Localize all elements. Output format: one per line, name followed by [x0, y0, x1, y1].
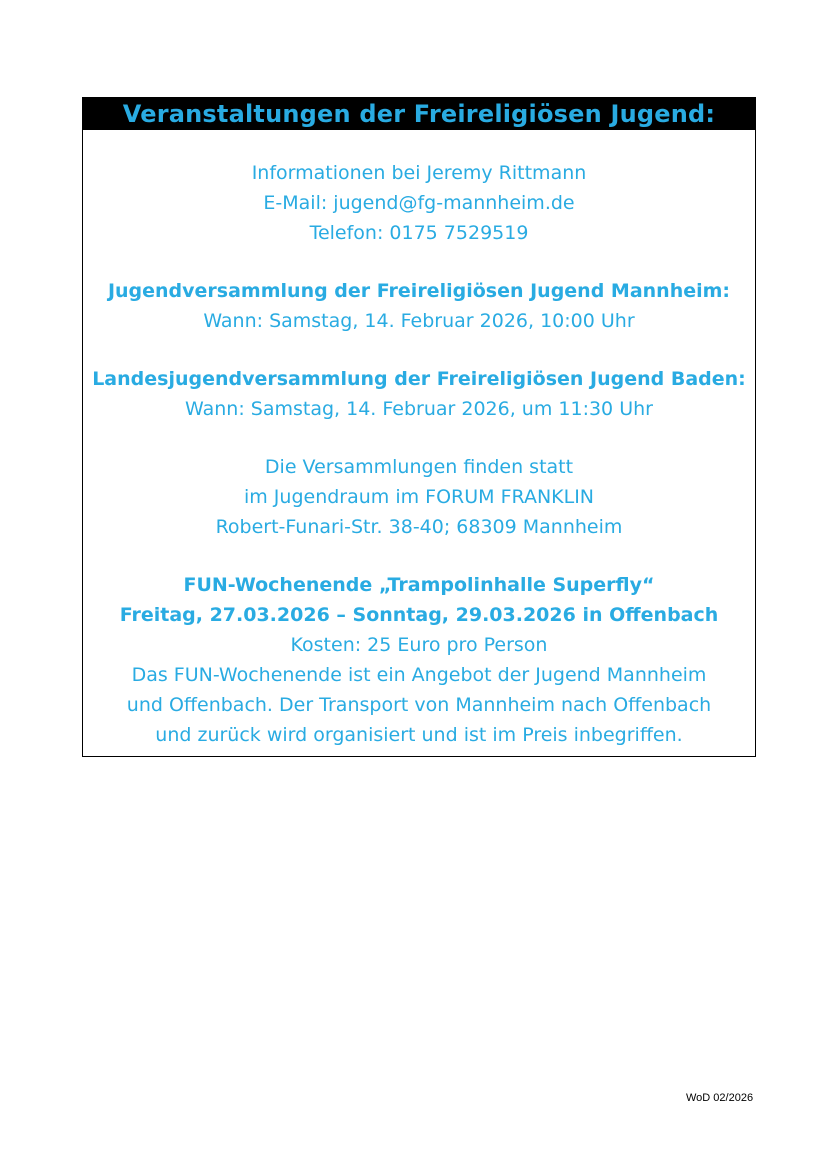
event-baden-title: Landesjugendversammlung der Freireligiösen Jugend Baden: — [92, 368, 746, 390]
footer-label: WoD 02/2026 — [686, 1092, 754, 1104]
event-mannheim-when: Wann: Samstag, 14. Februar 2026, 10:00 Uhr — [203, 310, 635, 332]
banner-title: Veranstaltungen der Freireligiösen Jugend: — [122, 100, 716, 128]
fun-weekend-dates: Freitag, 27.03.2026 – Sonntag, 29.03.2026 in Offenbach — [119, 604, 719, 626]
contact-email: E-Mail: jugend@fg-mannheim.de — [263, 192, 575, 214]
contact-info: Informationen bei Jeremy Rittmann — [251, 162, 587, 184]
event-baden-when: Wann: Samstag, 14. Februar 2026, um 11:30 Uhr — [185, 398, 653, 420]
fun-weekend-desc-1: Das FUN-Wochenende ist ein Angebot der Jugend Mannheim — [131, 664, 707, 686]
spacer — [83, 248, 755, 276]
location-line-1: Die Versammlungen finden statt — [264, 456, 574, 478]
fun-weekend-title: FUN-Wochenende „Trampolinhalle Superfly“ — [183, 574, 655, 596]
spacer — [83, 424, 755, 452]
fun-weekend-desc-3: und zurück wird organisiert und ist im Preis inbegriffen. — [155, 724, 683, 746]
events-box — [82, 97, 756, 757]
spacer — [83, 336, 755, 364]
fun-weekend-cost: Kosten: 25 Euro pro Person — [290, 634, 548, 656]
event-mannheim-title: Jugendversammlung der Freireligiösen Jugend Mannheim: — [107, 280, 731, 302]
title-banner — [83, 98, 755, 130]
location-line-2: im Jugendraum im FORUM FRANKLIN — [243, 486, 595, 508]
spacer — [83, 542, 755, 570]
contact-phone: Telefon: 0175 7529519 — [309, 222, 529, 244]
events-content — [83, 130, 755, 750]
fun-weekend-desc-2: und Offenbach. Der Transport von Mannheim nach Offenbach — [126, 694, 712, 716]
location-line-3: Robert-Funari-Str. 38-40; 68309 Mannheim — [215, 516, 623, 538]
